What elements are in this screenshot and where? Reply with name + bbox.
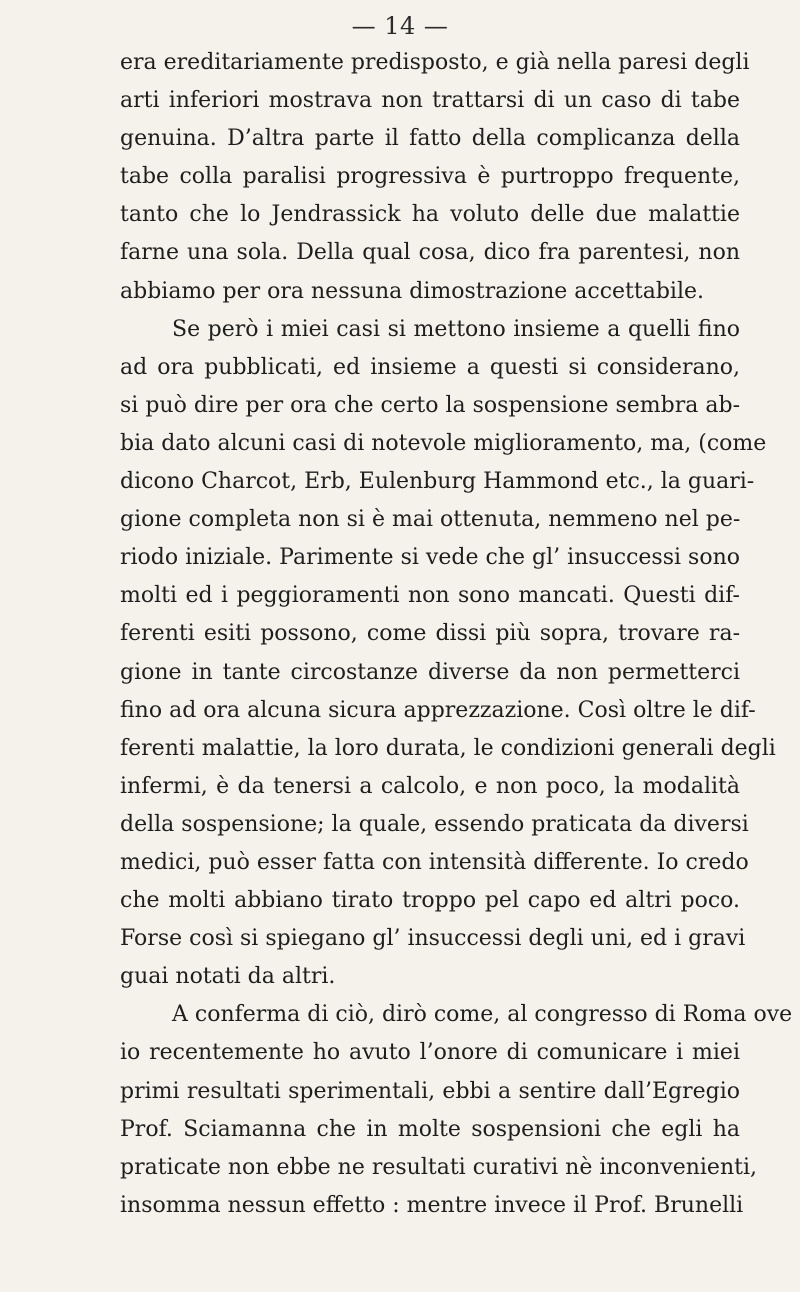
text-line: guai notati da altri. xyxy=(120,964,336,990)
page-number: — 14 — xyxy=(351,12,449,40)
text-line: gione in tante circostanze diverse da non permetterci xyxy=(120,659,740,685)
text-line: tabe colla paralisi progressiva è purtroppo frequente, xyxy=(120,164,740,190)
text-line: della sospensione; la quale, essendo praticata da diversi xyxy=(120,811,749,837)
text-line: arti inferiori mostrava non trattarsi di un caso di tabe xyxy=(120,88,740,114)
text-line: insomma nessun effetto : mentre invece il Prof. Brunelli xyxy=(120,1192,744,1218)
text-line: praticate non ebbe ne resultati curativi nè inconvenienti, xyxy=(120,1154,757,1180)
text-line: farne una sola. Della qual cosa, dico fra parentesi, non xyxy=(120,240,740,266)
text-line: Forse così si spiegano gl’ insuccessi degli uni, ed i gravi xyxy=(120,926,746,952)
text-line: tanto che lo Jendrassick ha voluto delle due malattie xyxy=(120,202,740,228)
text-line: abbiamo per ora nessuna dimostrazione accettabile. xyxy=(120,278,705,304)
text-line: ad ora pubblicati, ed insieme a questi si considerano, xyxy=(120,354,740,380)
text-line: ferenti esiti possono, come dissi più sopra, trovare ra- xyxy=(120,621,740,647)
text-line: genuina. D’altra parte il fatto della complicanza della xyxy=(120,126,740,152)
text-line: Prof. Sciamanna che in molte sospensioni che egli ha xyxy=(120,1116,740,1142)
text-line: riodo iniziale. Parimente si vede che gl’ insuccessi sono xyxy=(120,545,740,571)
text-line: molti ed i peggioramenti non sono mancati. Questi dif- xyxy=(120,583,740,609)
text-line: Se però i miei casi si mettono insieme a quelli fino xyxy=(172,316,740,342)
text-line: infermi, è da tenersi a calcolo, e non poco, la modalità xyxy=(120,773,740,799)
text-line: A conferma di ciò, dirò come, al congresso di Roma ove xyxy=(172,1002,793,1028)
text-line: era ereditariamente predisposto, e già nella paresi degli xyxy=(120,50,750,75)
text-line: ferenti malattie, la loro durata, le condizioni generali degli xyxy=(120,735,776,761)
text-line: medici, può esser fatta con intensità differente. Io credo xyxy=(120,849,749,875)
text-line: si può dire per ora che certo la sospensione sembra ab- xyxy=(120,392,740,418)
text-line: primi resultati sperimentali, ebbi a sentire dall’Egregio xyxy=(120,1078,740,1104)
text-line: bia dato alcuni casi di notevole miglioramento, ma, (come xyxy=(120,430,767,456)
text-line: io recentemente ho avuto l’onore di comunicare i miei xyxy=(120,1040,740,1066)
body-text xyxy=(120,44,793,1225)
text-line: che molti abbiano tirato troppo pel capo ed altri poco. xyxy=(120,888,740,914)
text-line: dicono Charcot, Erb, Eulenburg Hammond etc., la guari- xyxy=(120,469,755,495)
text-line: gione completa non si è mai ottenuta, nemmeno nel pe- xyxy=(120,507,741,533)
text-line: fino ad ora alcuna sicura apprezzazione. Così oltre le dif- xyxy=(120,697,756,723)
